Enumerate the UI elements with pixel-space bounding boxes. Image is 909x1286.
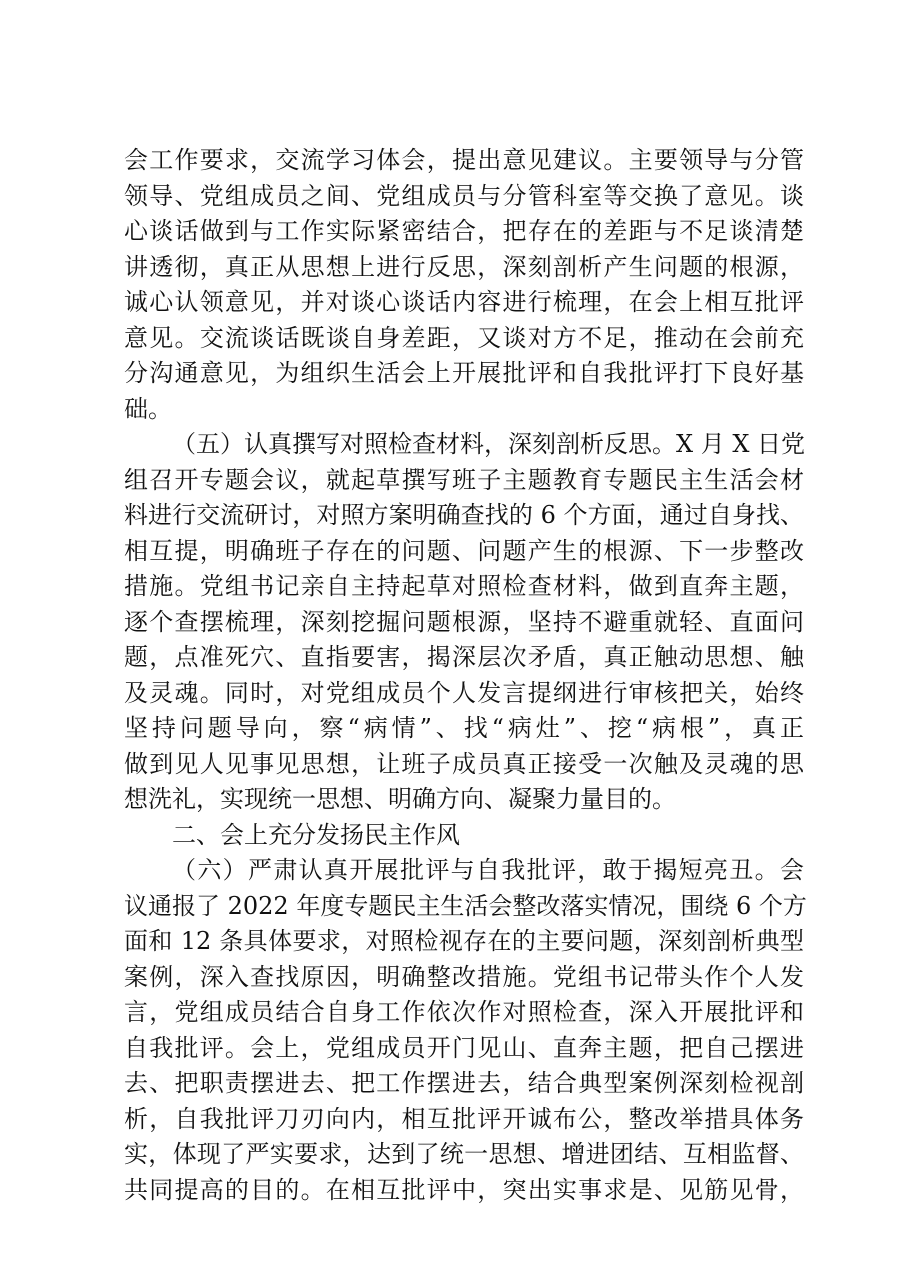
text-line: 诚心认领意见，并对谈心谈话内容进行梳理，在会上相互批评 <box>124 288 804 316</box>
text-line: 讲透彻，真正从思想上进行反思，深刻剖析产生问题的根源， <box>124 252 804 281</box>
text-line: 组召开专题会议，就起草撰写班子主题教育专题民主生活会材 <box>124 465 804 494</box>
text-line: （五）认真撰写对照检查材料，深刻剖析反思。X 月 X 日党 <box>172 430 806 458</box>
text-line: 去、把职责摆进去、把工作摆进去，结合典型案例深刻检视剖 <box>124 1069 804 1097</box>
text-line: 心谈话做到与工作实际紧密结合，把存在的差距与不足谈清楚 <box>124 217 804 245</box>
text-line: 议通报了 2022 年度专题民主生活会整改落实情况，围绕 6 个方 <box>124 891 807 920</box>
text-line: 坚持问题导向，察“病情”、找“病灶”、挖“病根”，真正 <box>124 714 804 742</box>
text-line: 分沟通意见，为组织生活会上开展批评和自我批评打下良好基 <box>124 359 804 387</box>
text-line: 题，点准死穴、直指要害，揭深层次矛盾，真正触动思想、触 <box>124 643 804 671</box>
paragraph-1 <box>124 143 804 427</box>
text-line: 共同提高的目的。在相互批评中，突出实事求是、见筋见骨， <box>124 1175 804 1204</box>
document-body <box>124 143 807 1208</box>
section-heading-text: 二、会上充分发扬民主作风 <box>172 820 460 849</box>
text-line: （六）严肃认真开展批评与自我批评，敢于揭短亮丑。会 <box>172 856 804 884</box>
text-line: 言，党组成员结合自身工作依次作对照检查，深入开展批评和 <box>124 998 804 1026</box>
paragraph-2 <box>124 427 804 818</box>
text-line: 实，体现了严实要求，达到了统一思想、增进团结、互相监督、 <box>124 1140 804 1168</box>
text-line: 想洗礼，实现统一思想、明确方向、凝聚力量目的。 <box>124 785 676 813</box>
text-line: 析，自我批评刀刃向内，相互批评开诚布公，整改举措具体务 <box>124 1104 804 1133</box>
text-line: 案例，深入查找原因，明确整改措施。党组书记带头作个人发 <box>124 962 804 991</box>
text-line: 措施。党组书记亲自主持起草对照检查材料，做到直奔主题， <box>124 572 804 600</box>
text-line: 做到见人见事见思想，让班子成员真正接受一次触及灵魂的思 <box>124 749 804 778</box>
text-line: 础。 <box>124 394 172 423</box>
text-line: 意见。交流谈话既谈自身差距，又谈对方不足，推动在会前充 <box>124 323 804 352</box>
text-line: 料进行交流研讨，对照方案明确查找的 6 个方面，通过自身找、 <box>124 501 804 529</box>
section-heading <box>124 818 804 854</box>
text-line: 领导、党组成员之间、党组成员与分管科室等交换了意见。谈 <box>124 181 804 210</box>
text-line: 相互提，明确班子存在的问题、问题产生的根源、下一步整改 <box>124 536 804 565</box>
text-line: 及灵魂。同时，对党组成员个人发言提纲进行审核把关，始终 <box>124 678 804 707</box>
text-line: 会工作要求，交流学习体会，提出意见建议。主要领导与分管 <box>124 146 804 174</box>
text-line: 自我批评。会上，党组成员开门见山、直奔主题，把自己摆进 <box>124 1033 804 1062</box>
text-line: 面和 12 条具体要求，对照检视存在的主要问题，深刻剖析典型 <box>124 927 804 955</box>
paragraph-4 <box>124 853 807 1208</box>
text-line: 逐个查摆梳理，深刻挖掘问题根源，坚持不避重就轻、直面问 <box>124 607 804 636</box>
